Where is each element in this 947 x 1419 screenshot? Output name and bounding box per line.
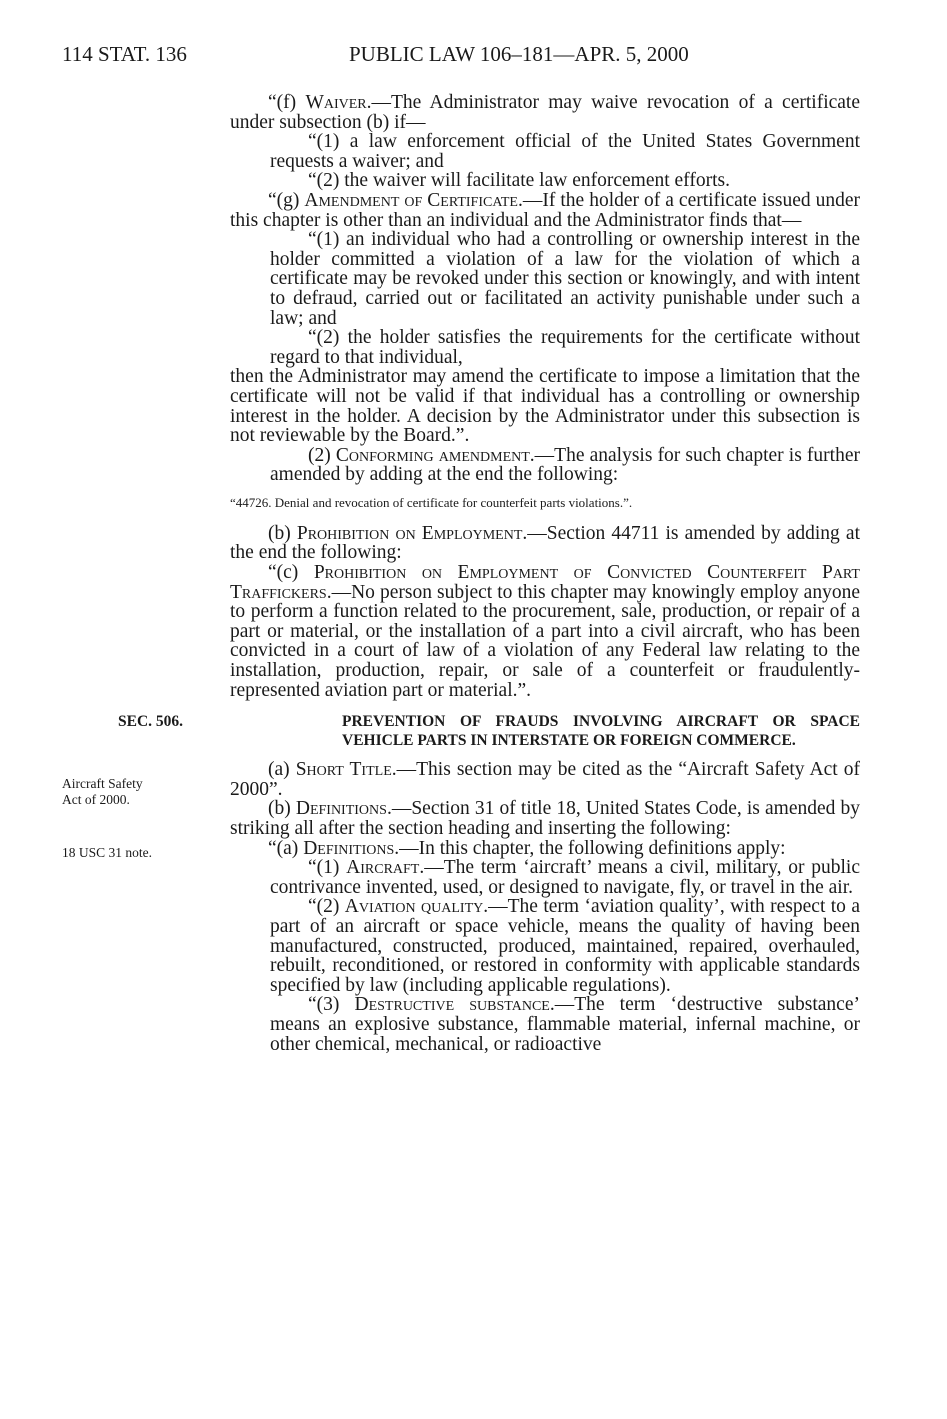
para-heading: Destructive substance [354, 994, 550, 1016]
para-text: .—The term ‘destructive substance’ means an explosive substance, flammable material, infernal machine, or other chemical, mechanical, or radioactive [270, 994, 860, 1055]
definition-1 [270, 858, 860, 897]
definition-2 [270, 897, 860, 995]
para-label: (a) [268, 759, 296, 781]
paragraph-g [230, 191, 860, 230]
para-heading: Aviation quality [344, 896, 484, 918]
margin-note-aircraft-safety [62, 776, 212, 808]
paragraph-conforming-amendment [270, 446, 860, 485]
para-text: .—If the holder of a certificate issued under this chapter is other than an individual and the Administrator finds that— [230, 189, 860, 231]
margin-note-line: 18 USC 31 note. [62, 845, 153, 860]
running-head: PUBLIC LAW 106–181—APR. 5, 2000 [349, 42, 689, 66]
paragraph-f2 [270, 171, 860, 191]
paragraph-b-definitions [230, 799, 860, 838]
section-title: PREVENTION OF FRAUDS INVOLVING AIRCRAFT OR SPACE VEHICLE PARTS IN INTERSTATE OR FOREIGN COMMERCE. [342, 713, 860, 750]
analysis-line: “44726. Denial and revocation of certificate for counterfeit parts violations.”. [230, 494, 633, 510]
para-label: “(2) [308, 896, 345, 918]
paragraph-b-prohibition [230, 524, 860, 563]
para-label: “(g) [268, 189, 305, 211]
para-heading: Conforming amendment [335, 444, 530, 466]
para-heading: Definitions [303, 837, 395, 859]
margin-note-line: Act of 2000. [62, 792, 130, 807]
para-text: .—Section 31 of title 18, United States Code, is amended by striking all after the section heading and inserting the following: [230, 798, 860, 839]
page-body [118, 92, 860, 1055]
para-heading: Prohibition on Employment [296, 522, 523, 544]
margin-note-usc [62, 845, 212, 861]
running-header [62, 42, 885, 72]
page-number: 114 STAT. 136 [62, 42, 187, 66]
para-label: “(c) [268, 562, 314, 584]
paragraph-quoted-a [230, 839, 860, 859]
para-text: .—This section may be cited as the “Aircraft Safety Act of 2000”. [230, 759, 860, 800]
para-label: (2) [308, 444, 336, 466]
para-label: (b) [268, 798, 296, 820]
paragraph-f1 [270, 132, 860, 171]
para-label: “(3) [308, 994, 355, 1016]
para-label: “(1) [308, 857, 347, 879]
definition-3 [270, 995, 860, 1054]
paragraph-g2 [270, 328, 860, 367]
paragraph-a-short-title [230, 760, 860, 799]
para-heading: Waiver [305, 92, 367, 113]
para-heading: Aircraft [346, 857, 420, 879]
para-text: .—The analysis for such chapter is further amended by adding at the end the following: [270, 444, 860, 486]
para-heading: Short Title [295, 759, 392, 781]
para-heading: Amendment of Certificate [304, 189, 518, 211]
margin-note-line: Aircraft Safety [62, 776, 143, 791]
para-text: “(1) an individual who had a controlling or ownership interest in the holder committed a violation of a law for the violation of which a certificate may be revoked under this section or knowingly, and with intent to defraud, carried out or facilitated an activity punishable under such a law; and [270, 229, 860, 329]
paragraph-f [230, 93, 860, 132]
paragraph-c [230, 563, 860, 700]
para-text: “(2) the waiver will facilitate law enforcement efforts. [308, 170, 730, 192]
para-text: “(1) a law enforcement official of the United States Government requests a waiver; and [270, 131, 860, 172]
para-text: .—The term ‘aviation quality’, with respect to a part of an aircraft or space vehicle, means the quality of having been manufactured, constructed, produced, maintained, repaired, overhauled, rebuilt, reconditioned, or restored in conformity with applicable standards specified by law (including applicable regulations). [270, 896, 860, 996]
para-heading: Definitions [295, 798, 387, 820]
para-text: “(2) the holder satisfies the requirements for the certificate without regard to that individual, [270, 327, 860, 368]
paragraph-g-tail [230, 367, 860, 445]
para-text: .—The Administrator may waive revocation of a certificate under subsection (b) if— [230, 92, 860, 133]
para-label: “(a) [268, 837, 304, 859]
para-heading: Prohibition on Employment of Convicted Counterfeit Part Traffickers [230, 562, 860, 603]
paragraph-g1 [270, 230, 860, 328]
para-label: “(f) [268, 92, 306, 113]
para-text: .—Section 44711 is amended by adding at the end the following: [230, 522, 860, 564]
para-label: (b) [268, 522, 297, 544]
para-text: .—No person subject to this chapter may knowingly employ anyone to perform a function related to the procurement, sale, production, or repair of a part or material, or the installation of a part into a civil aircraft, who has been convicted in a court of law of a violation of any Federal law relating to the installation, production, repair, or sale of a counterfeit or fraudulently-represented aviation part or material.”. [230, 581, 860, 701]
para-text: .—The term ‘aircraft’ means a civil, military, or public contrivance invented, used, or designed to navigate, fly, or travel in the air. [270, 857, 860, 898]
para-text: .—In this chapter, the following definitions apply: [394, 837, 786, 859]
para-text: then the Administrator may amend the certificate to impose a limitation that the certificate will not be valid if that individual has a controlling or ownership interest in the holder. A decision by the Administrator under this subsection is not reviewable by the Board.”. [230, 366, 860, 447]
section-number: SEC. 506. [118, 713, 184, 731]
section-heading [118, 712, 860, 750]
